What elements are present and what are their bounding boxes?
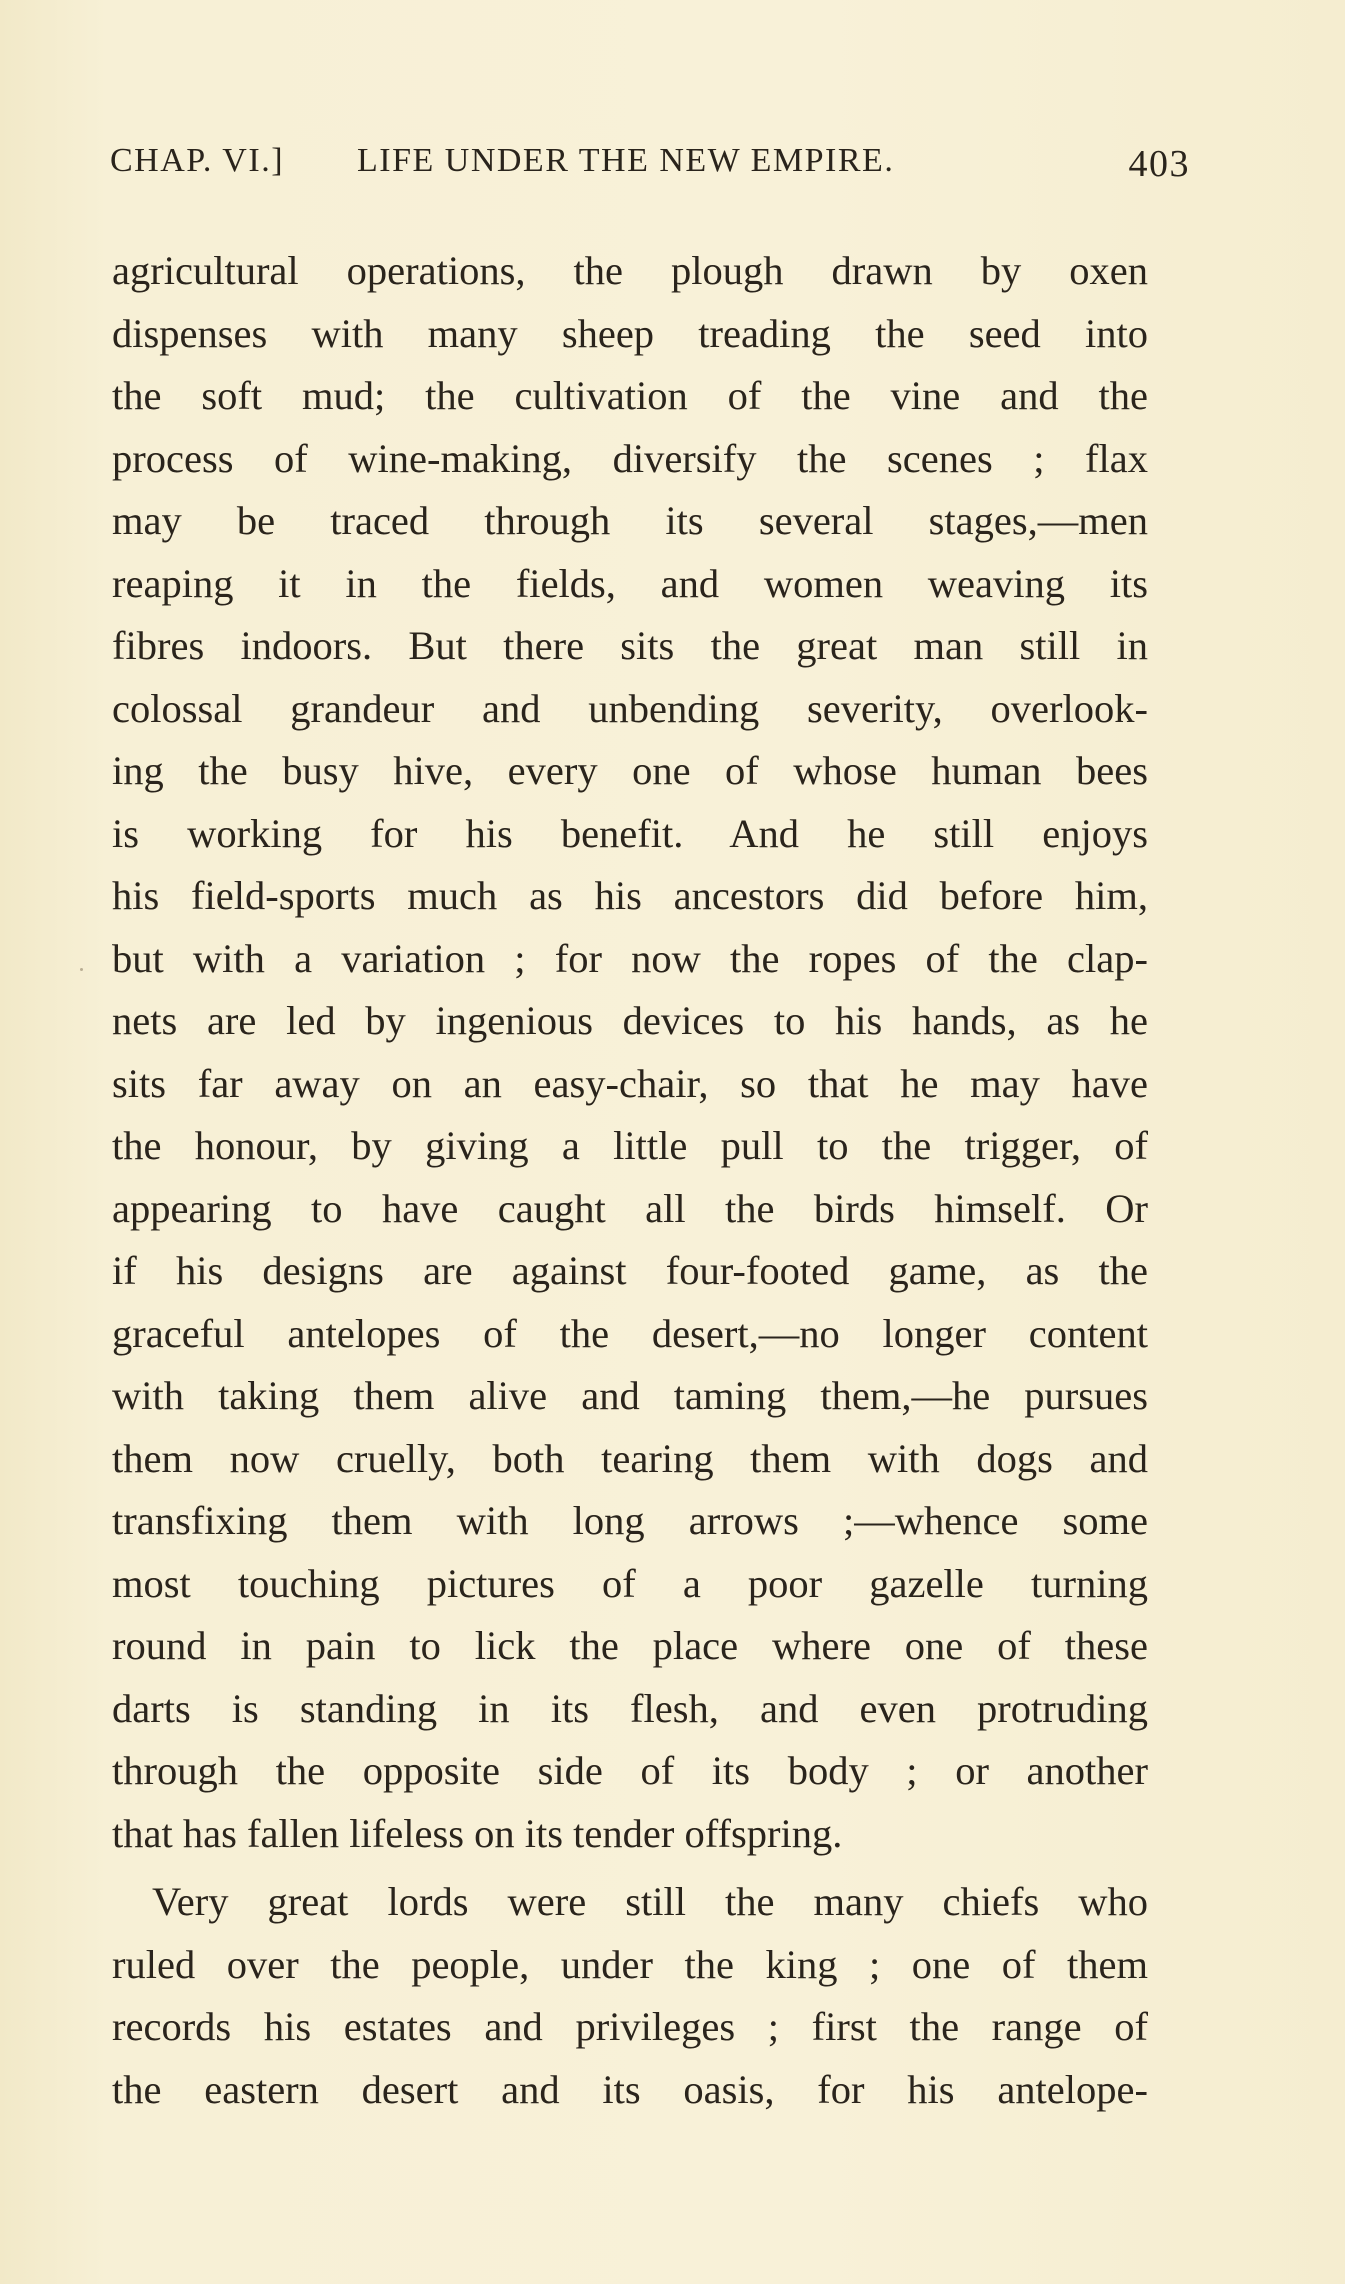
- text-line: fibres indoors. But there sits the great man still in: [112, 623, 1148, 668]
- text-line: his field-sports much as his ancestors did before him,: [112, 873, 1148, 918]
- page-body: [112, 240, 1148, 2121]
- text-line: ruled over the people, under the king ; one of them: [112, 1941, 1148, 1987]
- text-line: the honour, by giving a little pull to the trigger, of: [112, 1123, 1148, 1168]
- text-line: through the opposite side of its body ; or another: [112, 1748, 1148, 1793]
- text-line: but with a variation ; for now the ropes of the clap-: [112, 935, 1148, 981]
- text-line: that has fallen lifeless on its tender offspring.: [112, 1810, 843, 1856]
- text-line: sits far away on an easy-chair, so that he may have: [112, 1060, 1148, 1106]
- text-line: ing the busy hive, every one of whose human bees: [112, 748, 1148, 793]
- text-line: agricultural operations, the plough drawn by oxen: [112, 248, 1148, 293]
- text-line: appearing to have caught all the birds himself. Or: [112, 1185, 1148, 1231]
- text-line: the soft mud; the cultivation of the vine and the: [112, 373, 1148, 418]
- text-line: them now cruelly, both tearing them with dogs and: [112, 1435, 1148, 1481]
- text-line: transfixing them with long arrows ;—whence some: [112, 1498, 1148, 1543]
- chapter-label: CHAP. VI.]: [110, 142, 285, 179]
- paragraph-1: [112, 240, 1148, 1865]
- running-title: LIFE UNDER THE NEW EMPIRE.: [357, 142, 895, 179]
- text-line: process of wine-making, diversify the scenes ; flax: [112, 435, 1148, 481]
- text-line: round in pain to lick the place where one of these: [112, 1623, 1148, 1668]
- text-line: records his estates and privileges ; first the range of: [112, 2004, 1148, 2049]
- text-line: dispenses with many sheep treading the seed into: [112, 310, 1148, 356]
- text-line: with taking them alive and taming them,—he pursues: [112, 1373, 1148, 1418]
- text-line: the eastern desert and its oasis, for his antelope-: [112, 2066, 1148, 2112]
- page-number: 403: [1128, 143, 1190, 185]
- paragraph-2: [112, 1871, 1148, 2121]
- text-line: colossal grandeur and unbending severity, overlook-: [112, 685, 1148, 731]
- text-line: most touching pictures of a poor gazelle turning: [112, 1560, 1148, 1606]
- text-line: Very great lords were still the many chiefs who: [152, 1879, 1148, 1924]
- text-line: may be traced through its several stages,—men: [112, 498, 1148, 543]
- text-line: if his designs are against four-footed game, as the: [112, 1248, 1148, 1293]
- running-header: [110, 142, 1190, 190]
- text-line: nets are led by ingenious devices to his hands, as he: [112, 998, 1148, 1043]
- text-line: reaping it in the fields, and women weaving its: [112, 560, 1148, 606]
- paper-speck: [80, 968, 83, 971]
- text-line: darts is standing in its flesh, and even protruding: [112, 1685, 1148, 1731]
- text-line: is working for his benefit. And he still enjoys: [112, 810, 1148, 856]
- text-line: graceful antelopes of the desert,—no longer content: [112, 1310, 1148, 1356]
